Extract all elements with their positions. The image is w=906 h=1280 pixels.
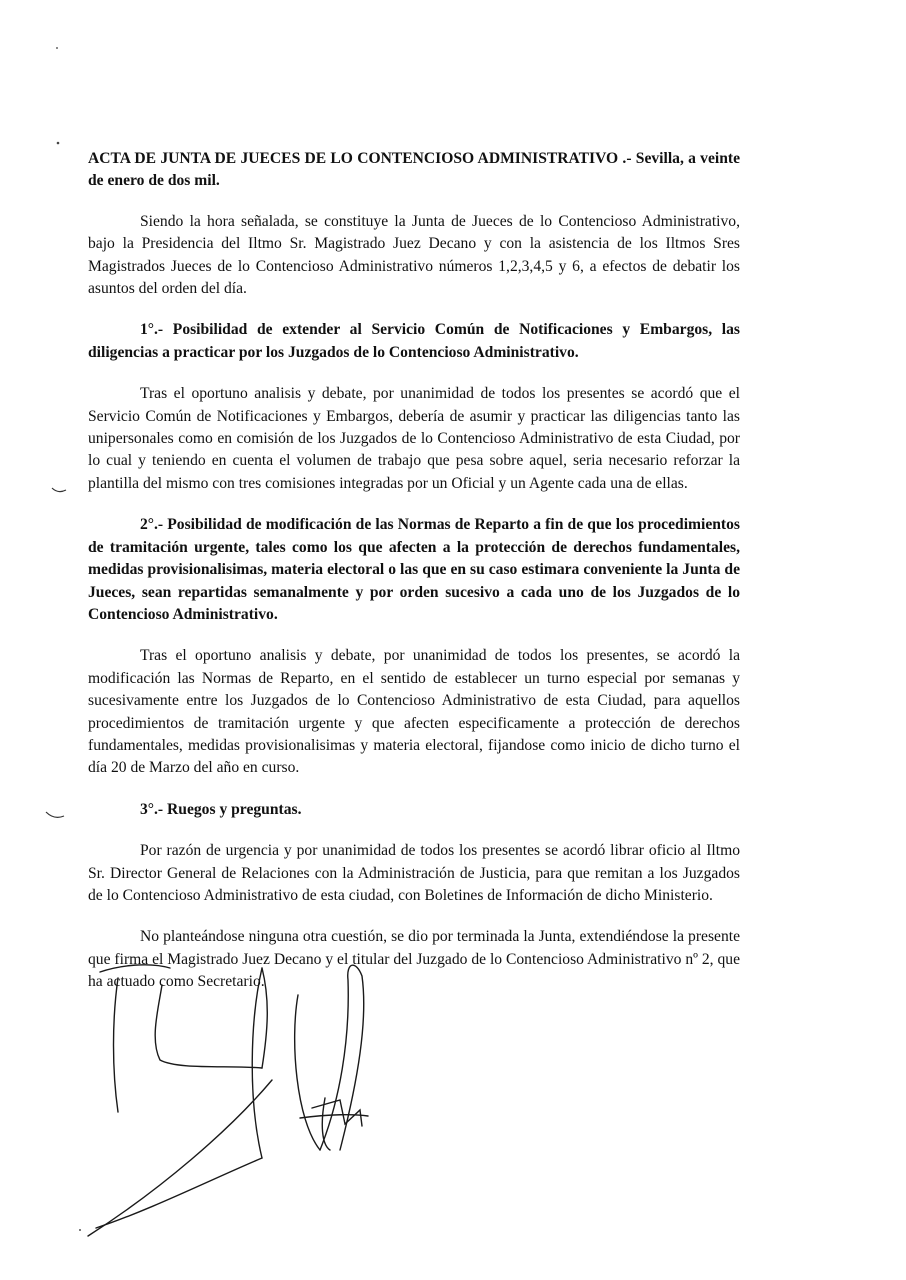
- item-3-heading: 3°.- Ruegos y preguntas.: [140, 800, 302, 818]
- item-3-body: Por razón de urgencia y por unanimidad de todos los presentes se acordó librar oficio al Iltmo Sr. Director General de Relaciones con la Administración de Justicia, para que remitan a los Juzgados de lo Contencioso Administrativo de esta ciudad, con Boletines de Información de dicho Ministerio.: [88, 842, 740, 904]
- closing-paragraph: No planteándose ninguna otra cuestión, se dio por terminada la Junta, extendiéndose la presente que firma el Magistrado Juez Decano y el titular del Juzgado de lo Contencioso Administrativo nº 2, que ha actuado como Secretario.: [88, 928, 740, 991]
- item-1-body: Tras el oportuno analisis y debate, por unanimidad de todos los presentes se acordó que el Servicio Común de Notificaciones y Embargos, debería de asumir y practicar las diligencias tanto las unipersonales como en comisión de los Juzgados de lo Contencioso Administrativo de esta Ciudad, por lo cual y teniendo en cuenta el volumen de trabajo que pesa sobre aquel, seria necesario reforzar la plantilla del mismo con tres comisiones integradas por un Oficial y un Agente cada una de ellas.: [88, 385, 740, 492]
- intro-paragraph: Siendo la hora señalada, se constituye la Junta de Jueces de lo Contencioso Administrativo, bajo la Presidencia del Iltmo Sr. Magistrado Juez Decano y con la asistencia de los Iltmos Sres Magistrados Jueces de lo Contencioso Administrativo números 1,2,3,4,5 y 6, a efectos de debatir los asuntos del orden del día.: [88, 212, 740, 298]
- item-2-heading: 2°.- Posibilidad de modificación de las Normas de Reparto a fin de que los procedimientos de tramitación urgente, tales como los que afecten a la protección de derechos fundamentales, medidas provisionalisimas, materia electoral o las que en su caso estimara conveniente la Junta de Jueces, sean repartidas semanalmente y por orden sucesivo a cada uno de los Juzgados de lo Contencioso Administrativo.: [88, 516, 740, 623]
- item-2-body: Tras el oportuno analisis y debate, por unanimidad de todos los presentes, se acordó la modificación las Normas de Reparto, en el sentido de establecer un turno especial por semanas y sucesivamente entre los Juzgados de lo Contencioso Administrativo de esta Ciudad, para aquellos procedimientos de tramitación urgente y que afecten especificamente a protección de derechos fundamentales, medidas provisionalisimas y materia electoral, fijandose como inicio de dicho turno el día 20 de Marzo del año en curso.: [88, 647, 740, 777]
- document-title: ACTA DE JUNTA DE JUECES DE LO CONTENCIOSO ADMINISTRATIVO .- Sevilla, a veinte de enero de dos mil.: [88, 150, 740, 190]
- item-1-heading: 1°.- Posibilidad de extender al Servicio Común de Notificaciones y Embargos, las diligencias a practicar por los Juzgados de lo Contencioso Administrativo.: [88, 321, 740, 361]
